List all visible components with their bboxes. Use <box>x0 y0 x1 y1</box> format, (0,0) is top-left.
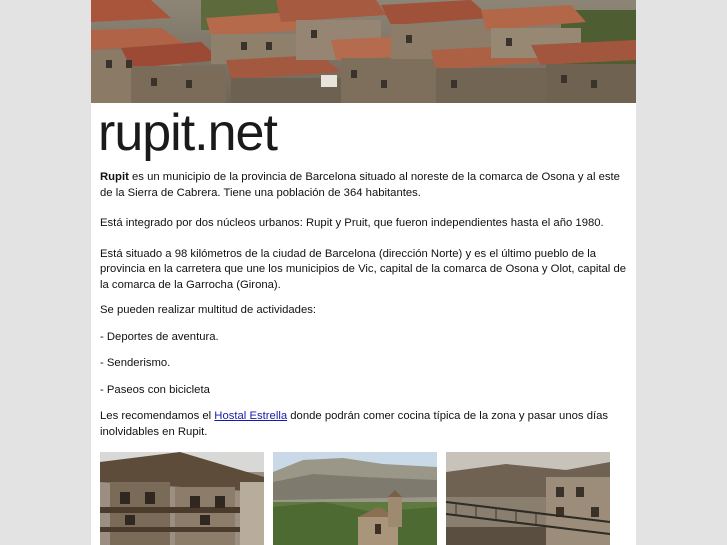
site-logo-title: rupit.net <box>98 104 277 162</box>
location-paragraph: Está situado a 98 kilómetros de la ciudad de Barcelona (dirección Norte) y es el último pueblo de la provincia en la carretera que une los municipios de Vic, capital de la comarca de Osona y Olot, capital de la comarca de la Garrocha (Girona). <box>100 247 627 291</box>
activity-item: - Paseos con bicicleta <box>100 383 210 396</box>
gallery-photo-church[interactable] <box>273 452 437 545</box>
main-content <box>100 170 630 440</box>
page-container <box>91 0 636 545</box>
gallery-photo-bridge[interactable] <box>446 452 610 545</box>
intro-paragraph <box>100 170 630 201</box>
activity-item: - Senderismo. <box>100 357 171 369</box>
recommendation-prefix: Les recomendamos el <box>100 410 215 422</box>
hostal-estrella-link[interactable]: Hostal Estrella <box>214 410 288 422</box>
activities-heading: Se pueden realizar multitud de actividades: <box>100 304 317 316</box>
intro-text: es un municipio de la provincia de Barcelona situado al noreste de la comarca de Osona y al este de la Sierra de Cabrera. Tiene una población de 364 habitantes. <box>100 171 620 199</box>
town-name: Rupit <box>100 171 129 183</box>
recommendation-paragraph <box>100 409 630 440</box>
gallery-photo-houses[interactable] <box>100 452 264 545</box>
photo-gallery <box>100 452 630 545</box>
header-banner-image <box>91 0 636 103</box>
recommendation-suffix: donde podrán comer cocina típica de la zona y pasar unos días inolvidables en Rupit. <box>100 410 609 438</box>
activity-item: - Deportes de aventura. <box>100 330 219 343</box>
urban-nuclei-paragraph: Está integrado por dos núcleos urbanos: Rupit y Pruit, que fueron independientes hasta el año 1980. <box>100 217 604 229</box>
